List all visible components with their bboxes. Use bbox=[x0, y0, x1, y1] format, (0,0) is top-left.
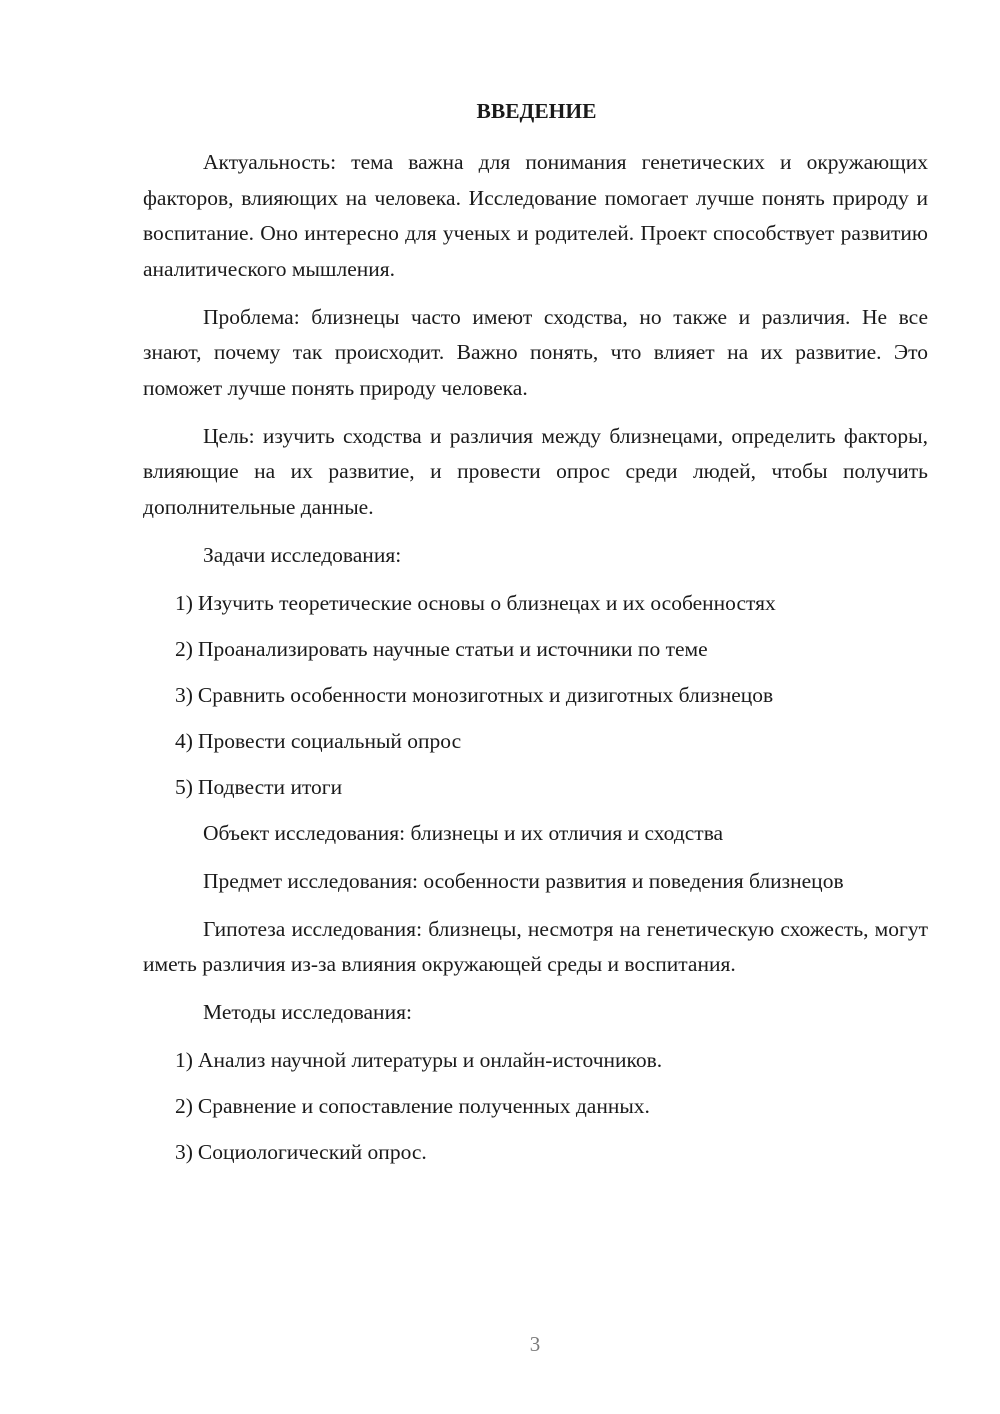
hypothesis-paragraph: Гипотеза исследования: близнецы, несмотря на генетическую схожесть, могут иметь различия из-за влияния окружающей среды и воспитания. bbox=[143, 916, 928, 976]
page-title: ВВЕДЕНИЕ bbox=[476, 99, 597, 123]
list-item-number: 3) bbox=[175, 1140, 193, 1164]
list-item-text: Подвести итоги bbox=[197, 774, 343, 799]
page-content bbox=[143, 94, 928, 1181]
list-item-number: 5) bbox=[175, 774, 193, 799]
list-item-number: 3) bbox=[175, 682, 193, 707]
object-paragraph: Объект исследования: близнецы и их отличия и сходства bbox=[203, 820, 724, 845]
list-item bbox=[143, 1089, 928, 1123]
relevance-paragraph: Актуальность: тема важна для понимания генетических и окружающих факторов, влияющих на человека. Исследование помогает лучше понять природу и воспитание. Оно интересно для ученых и родителей. Проект способствует развитию аналитического мышления. bbox=[143, 150, 928, 281]
list-item-text: Провести социальный опрос bbox=[197, 728, 462, 753]
list-item bbox=[143, 724, 928, 758]
list-item-text: Анализ научной литературы и онлайн-источников. bbox=[197, 1048, 663, 1072]
list-item-text: Сравнение и сопоставление полученных данных. bbox=[197, 1094, 650, 1118]
subject-paragraph: Предмет исследования: особенности развития и поведения близнецов bbox=[203, 868, 844, 893]
list-item-text: Изучить теоретические основы о близнецах и их особенностях bbox=[197, 590, 776, 615]
list-item bbox=[143, 1135, 928, 1169]
list-item-number: 2) bbox=[175, 636, 193, 661]
problem-paragraph: Проблема: близнецы часто имеют сходства, но также и различия. Не все знают, почему так происходит. Важно понять, что влияет на их развитие. Это поможет лучше понять природу человека. bbox=[143, 304, 928, 400]
list-item bbox=[143, 586, 928, 620]
list-item-number: 1) bbox=[175, 1048, 193, 1072]
list-item-text: Сравнить особенности монозиготных и дизиготных близнецов bbox=[197, 682, 774, 707]
list-item bbox=[143, 1043, 928, 1077]
list-item bbox=[143, 632, 928, 666]
list-item bbox=[143, 770, 928, 804]
page-number: 3 bbox=[529, 1332, 541, 1356]
list-item bbox=[143, 678, 928, 712]
list-item-number: 4) bbox=[175, 728, 193, 753]
methods-heading: Методы исследования: bbox=[203, 1000, 412, 1024]
tasks-heading: Задачи исследования: bbox=[203, 542, 402, 567]
list-item-text: Проанализировать научные статьи и источники по теме bbox=[197, 636, 708, 661]
list-item-number: 1) bbox=[175, 590, 193, 615]
goal-paragraph: Цель: изучить сходства и различия между близнецами, определить факторы, влияющие на их развитие, и провести опрос среди людей, чтобы получить дополнительные данные. bbox=[143, 423, 928, 519]
list-item-text: Социологический опрос. bbox=[197, 1140, 427, 1164]
list-item-number: 2) bbox=[175, 1094, 193, 1118]
